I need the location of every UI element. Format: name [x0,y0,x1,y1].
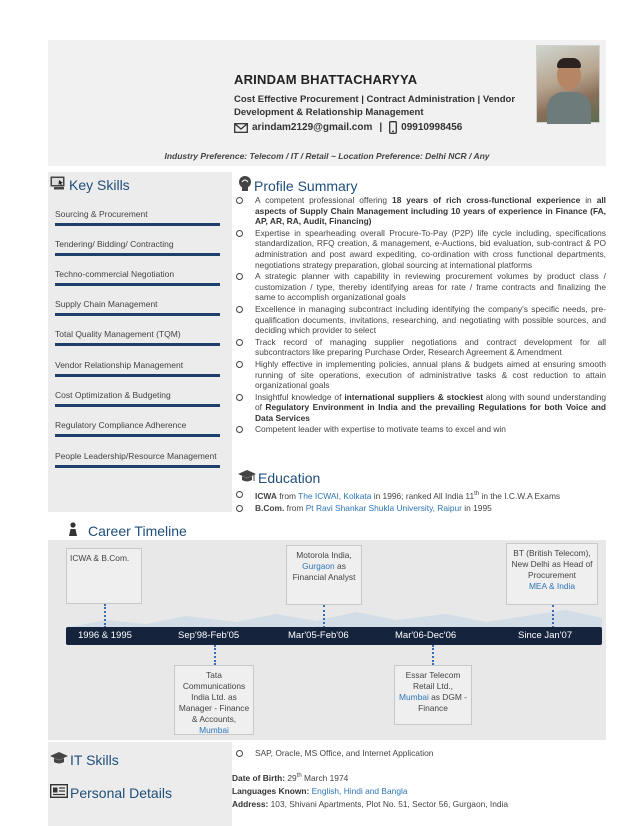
timeline-box-tata: Tata Communications India Ltd. as Manager - Finance & Accounts, Mumbai [174,665,254,735]
email-link[interactable]: arindam2129@gmail.com [252,122,373,133]
it-skills-text: SAP, Oracle, MS Office, and Internet Application [234,748,433,758]
timeline-period: 1996 & 1995 [78,630,132,641]
timeline-box-icwa: ICWA & B.Com. [66,548,142,604]
skill-bar [55,465,220,468]
skill-item: Supply Chain Management [55,299,158,309]
timeline-period: Mar'05-Feb'06 [288,630,349,641]
it-skills-cap-icon [50,752,68,768]
languages-line: Languages Known: English, Hindi and Bangla [232,785,408,796]
timeline-box-motorola: Motorola India, Gurgaon as Financial Analyst [286,545,362,605]
skill-item: Cost Optimization & Budgeting [55,390,171,400]
skill-bar [55,374,220,377]
timeline-connector [432,645,434,665]
education-list [234,488,606,514]
personal-details-list [232,770,508,811]
contact-line [234,121,462,134]
list-item: ICWA from The ICWAI, Kolkata in 1996; ranked All India 11th in the I.C.W.A Exams [234,488,606,502]
timeline-period: Mar'06-Dec'06 [395,630,457,641]
skill-item: Techno-commercial Negotiation [55,269,175,279]
separator: | [379,122,383,133]
skill-item: Sourcing & Procurement [55,209,148,219]
profile-summary-heading [238,176,357,195]
timeline-connector [104,604,106,628]
skill-bar [55,313,220,316]
dob-line: Date of Birth: 29th March 1974 [232,772,349,783]
skill-bar [55,253,220,256]
career-timeline-title: Career Timeline [88,522,187,539]
phone-icon [389,121,397,134]
skill-bar [55,223,220,226]
personal-details-title: Personal Details [70,784,172,801]
skill-bar [55,283,220,286]
profile-icon [238,176,252,195]
list-item: A strategic planner with capability in reviewing procurement volumes by product class / customization / type, thereby identifying areas for rate / frame contracts and finalizing the same to accomplish organizational goals [234,271,606,303]
tagline: Cost Effective Procurement | Contract Administration | Vendor Development & Relationship Management [234,94,516,118]
list-item: B.Com. from Pt Ravi Shankar Shukla University, Raipur in 1995 [234,502,606,514]
career-person-icon [66,522,80,539]
education-title: Education [258,470,321,486]
key-skills-title: Key Skills [69,176,130,193]
candidate-name: ARINDAM BHATTACHARYYA [234,72,418,87]
personal-details-icon [50,784,68,801]
skill-item: Total Quality Management (TQM) [55,329,181,339]
skill-item: Regulatory Compliance Adherence [55,420,187,430]
timeline-connector [323,605,325,628]
profile-photo [536,45,600,123]
profile-summary-list [234,195,606,436]
key-skills-icon [50,176,67,193]
education-heading [238,470,320,486]
list-item: Insightful knowledge of international suppliers & stockiest along with sound understanding of Regulatory Environment in India and the prevailing Regulations for both Voice and Data Services [234,392,606,424]
timeline-connector [214,645,216,665]
list-item: Excellence in managing subcontract including identifying the company's specific needs, pre-qualification documents, invitations, researching, and negotiating with possible sources, and deciding which provider to select [234,304,606,336]
timeline-connector [552,605,554,628]
personal-details-heading [50,784,172,801]
skill-item: Vendor Relationship Management [55,360,184,370]
list-item: A competent professional offering 18 years of rich cross-functional experience in all aspects of Supply Chain Management including 10 years of experience in Finance (FA, AP, AR, RA, Audit, Financing) [234,195,606,227]
email-icon [234,123,248,133]
it-skills-title: IT Skills [70,752,119,768]
list-item: Competent leader with expertise to motivate teams to excel and win [234,424,606,435]
timeline-box-essar: Essar Telecom Retail Ltd., Mumbai as DGM - Finance [394,665,472,725]
education-cap-icon [238,470,256,486]
skill-item: Tendering/ Bidding/ Contracting [55,239,174,249]
it-skills-heading [50,752,119,768]
list-item: Expertise in spearheading overall Procure-To-Pay (P2P) life cycle including, specifications standardization, RFQ creation, & management, e-Auctions, bid evaluation, sub-contract & PO administration and post award expediting, co-ordination with cross functional departments, negotiations strategy preparation, global sourcing at international platforms [234,228,606,270]
profile-summary-title: Profile Summary [254,177,358,194]
timeline-period: Since Jan'07 [518,630,573,641]
phone-number: 09910998456 [401,122,463,133]
career-timeline-heading [66,522,187,539]
address-line: Address: 103, Shivani Apartments, Plot No. 51, Sector 56, Gurgaon, India [232,798,509,809]
timeline-period: Sep'98-Feb'05 [178,630,240,641]
key-skills-heading [50,176,130,193]
list-item: Highly effective in implementing policies, annual plans & budgets aimed at ensuring smooth running of site operations, execution of administrative tasks & cost reduction to attain organizational goals [234,359,606,391]
skill-bar [55,434,220,437]
list-item: Track record of managing supplier negotiations and contract development for all subcontractors like preparing Purchase Order, Research Agreement & Amendment [234,337,606,358]
timeline-box-bt: BT (British Telecom), New Delhi as Head of Procurement MEA & India [506,543,598,605]
skill-item: People Leadership/Resource Management [55,451,217,461]
industry-preference: Industry Preference: Telecom / IT / Retail ~ Location Preference: Delhi NCR / Any [164,151,490,161]
skill-bar [55,404,220,407]
skill-bar [55,343,220,346]
